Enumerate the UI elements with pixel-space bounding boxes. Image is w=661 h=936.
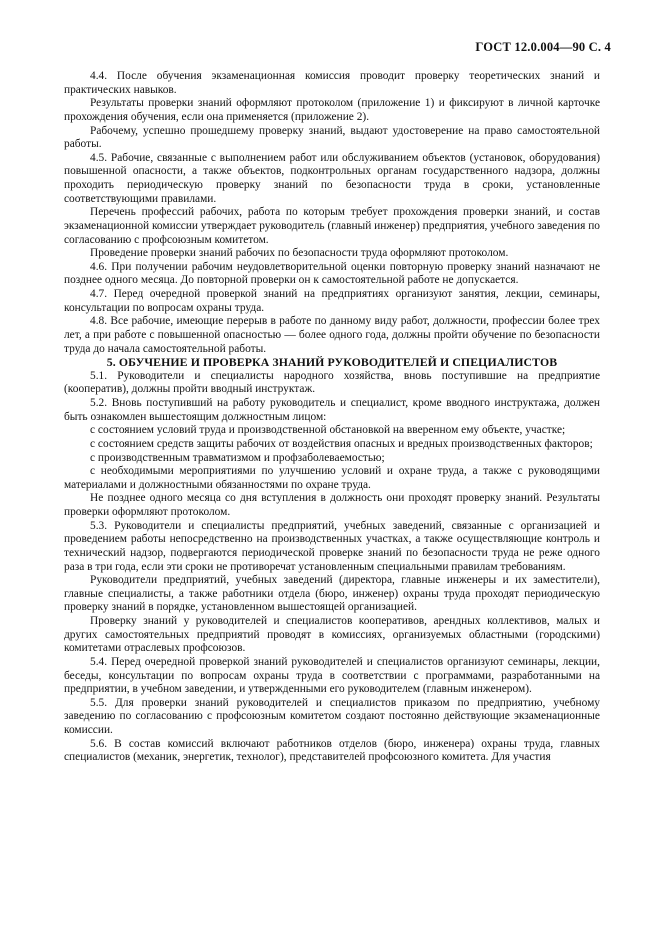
paragraph-5-5: 5.5. Для проверки знаний руководителей и специалистов приказом по предприятию, учебному заведению по согласованию с профсоюзным комитетом создают постоянно действующие экзаменационные комиссии.	[64, 696, 600, 736]
paragraph-5-3-cooperatives: Проверку знаний у руководителей и специалистов кооперативов, арендных коллективов, малых и других самостоятельных предприятий проводят в комиссиях, организуемых областными (городскими) комитетами отраслевых профсоюзов.	[64, 615, 600, 655]
paragraph-5-2-item-4: с необходимыми мероприятиями по улучшению условий и охране труда, а также с руководящими материалами и должностными обязанностями по охране труда.	[64, 465, 600, 491]
paragraph-4-6: 4.6. При получении рабочим неудовлетворительной оценки повторную проверку знаний назначают не позднее одного месяца. До повторной проверки он к самостоятельной работе не допускается.	[64, 260, 600, 287]
section-5-title: 5. ОБУЧЕНИЕ И ПРОВЕРКА ЗНАНИЙ РУКОВОДИТЕЛЕЙ И СПЕЦИАЛИСТОВ	[106, 355, 558, 370]
paragraph-5-3: 5.3. Руководители и специалисты предприятий, учебных заведений, связанные с организацией и проведением работы непосредственно на производственных участках, а также осуществляющие контроль и технический надзор, подвергаются периодической проверке знаний по безопасности труда не реже одного раза в три года, если эти сроки не противоречат установленным специальными правилам требованиям.	[64, 519, 600, 573]
paragraph-4-4: 4.4. После обучения экзаменационная комиссия проводит проверку теоретических знаний и практических навыков.	[64, 70, 600, 96]
paragraph-5-6: 5.6. В состав комиссий включают работников отделов (бюро, инженера) охраны труда, главных специалистов (механик, энергетик, технолог), представителей профсоюзного комитета. Для участия	[64, 737, 600, 764]
paragraph-5-2-item-2: с состоянием средств защиты рабочих от воздействия опасных и вредных производственных факторов;	[90, 437, 593, 450]
paragraph-4-5-list: Перечень профессий рабочих, работа по которым требует прохождения проверки знаний, и состав экзаменационной комиссии утверждает руководитель (главный инженер) предприятия, учебного заведения по согласованию с профсоюзным комитетом.	[64, 206, 600, 246]
paragraph-5-2-item-1: с состоянием условий труда и производственной обстановкой на вверенном ему объекте, участке;	[90, 424, 566, 437]
paragraph-4-4-results: Результаты проверки знаний оформляют протоколом (приложение 1) и фиксируют в личной карточке прохождения обучения, если она применяется (приложение 2).	[64, 97, 600, 123]
paragraph-4-4-certificate: Рабочему, успешно прошедшему проверку знаний, выдают удостоверение на право самостоятельной работы.	[64, 124, 600, 151]
paragraph-5-4: 5.4. Перед очередной проверкой знаний руководителей и специалистов организуют семинары, лекции, беседы, консультации по вопросам охраны труда в соответствии с программами, разработанными на предприятии, в учебном заведении, и утвержденными его руководителем (главным инженером).	[64, 655, 600, 696]
paragraph-4-5: 4.5. Рабочие, связанные с выполнением работ или обслуживанием объектов (установок, оборудования) повышенной опасности, а также объектов, подконтрольных органам государственного надзора, должны проходить периодическую проверку знаний по безопасности труда в сроки, установленные соответствующими правилами.	[64, 151, 600, 205]
paragraph-5-3-directors: Руководители предприятий, учебных заведений (директора, главные инженеры и их заместители), главные специалисты, а также работники отдела (бюро, инженер) охраны труда проходят периодическую проверку знаний в порядке, установленном вышестоящей организацией.	[64, 574, 600, 614]
paragraph-4-8: 4.8. Все рабочие, имеющие перерыв в работе по данному виду работ, должности, профессии более трех лет, а при работе с повышенной опасностью — более одного года, должны пройти обучение по безопасности труда до начала самостоятельной работы.	[64, 315, 600, 355]
paragraph-5-1: 5.1. Руководители и специалисты народного хозяйства, вновь поступившие на предприятие (кооператив), должны пройти вводный инструктаж.	[64, 369, 600, 396]
paragraph-5-2: 5.2. Вновь поступивший на работу руководитель и специалист, кроме вводного инструктажа, должен быть ознакомлен вышестоящим должностным лицом:	[64, 397, 600, 423]
body-text	[64, 70, 600, 765]
paragraph-5-2-deadline: Не позднее одного месяца со дня вступления в должность они проходят проверку знаний. Результаты проверки оформляют протоколом.	[64, 492, 600, 518]
paragraph-4-7: 4.7. Перед очередной проверкой знаний на предприятиях организуют занятия, лекции, семинары, консультации по вопросам охраны труда.	[64, 288, 600, 314]
paragraph-4-5-protocol: Проведение проверки знаний рабочих по безопасности труда оформляют протоколом.	[90, 247, 509, 260]
paragraph-5-2-item-3: с производственным травматизмом и профзаболеваемостью;	[90, 451, 385, 464]
running-head: ГОСТ 12.0.004—90 С. 4	[475, 40, 611, 54]
